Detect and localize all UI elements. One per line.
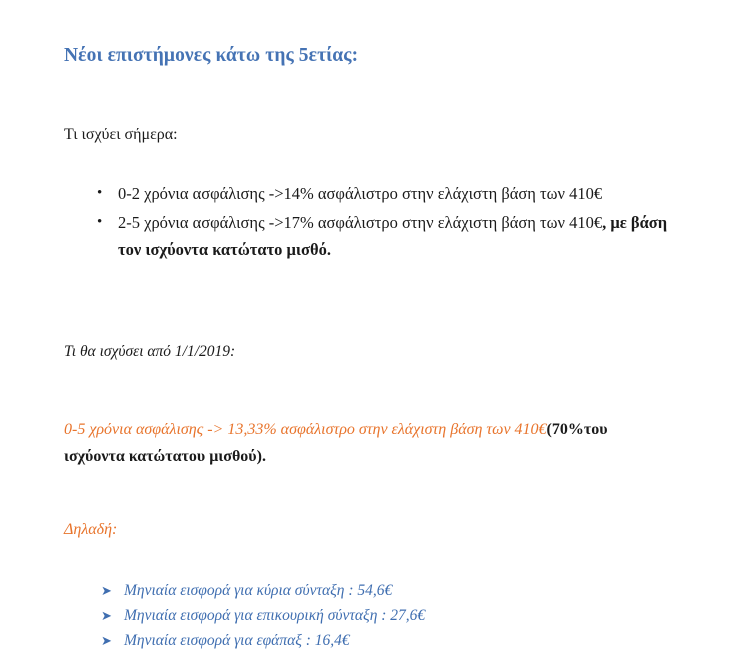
future-rule-paragraph — [64, 416, 664, 470]
list-item — [64, 578, 664, 603]
current-rules-list — [64, 180, 672, 265]
list-item-text: Μηνιαία εισφορά για κύρια σύνταξη : 54,6€ — [124, 582, 393, 599]
page-title: Νέοι επιστήμονες κάτω της 5ετίας: — [64, 45, 359, 67]
list-item-text: Μηνιαία εισφορά για επικουρική σύνταξη : 27,6€ — [124, 607, 426, 624]
bullet-arrow-icon: ➤ — [101, 633, 112, 648]
bullet-disc-icon: • — [97, 185, 103, 201]
future-rules-heading: Τι θα ισχύσει από 1/1/2019: — [64, 342, 236, 360]
list-item-text: Μηνιαία εισφορά για εφάπαξ : 16,4€ — [124, 632, 350, 649]
list-item — [64, 603, 664, 628]
current-rules-heading: Τι ισχύει σήμερα: — [64, 126, 178, 143]
list-item-text: 2-5 χρόνια ασφάλισης ->17% ασφάλιστρο στην ελάχιστη βάση των 410€ — [118, 213, 603, 232]
list-item-text: 0-2 χρόνια ασφάλισης ->14% ασφάλιστρο στην ελάχιστη βάση των 410€ — [118, 184, 603, 203]
future-rule-note: (70%του ισχύοντα κατώτατου μισθού). — [64, 421, 608, 465]
summary-label: Δηλαδή: — [64, 521, 118, 538]
list-item-emphasis: , με βάση τον ισχύοντα κατώτατο μισθό. — [118, 213, 668, 259]
summary-list — [64, 578, 664, 653]
list-item — [64, 628, 664, 653]
bullet-arrow-icon: ➤ — [101, 608, 112, 623]
future-rule-text: 0-5 χρόνια ασφάλισης -> 13,33% ασφάλιστρο στην ελάχιστη βάση των 410€ — [64, 421, 547, 438]
list-item — [64, 180, 672, 207]
bullet-disc-icon: • — [97, 214, 103, 230]
bullet-arrow-icon: ➤ — [101, 583, 112, 598]
list-item — [64, 209, 672, 263]
